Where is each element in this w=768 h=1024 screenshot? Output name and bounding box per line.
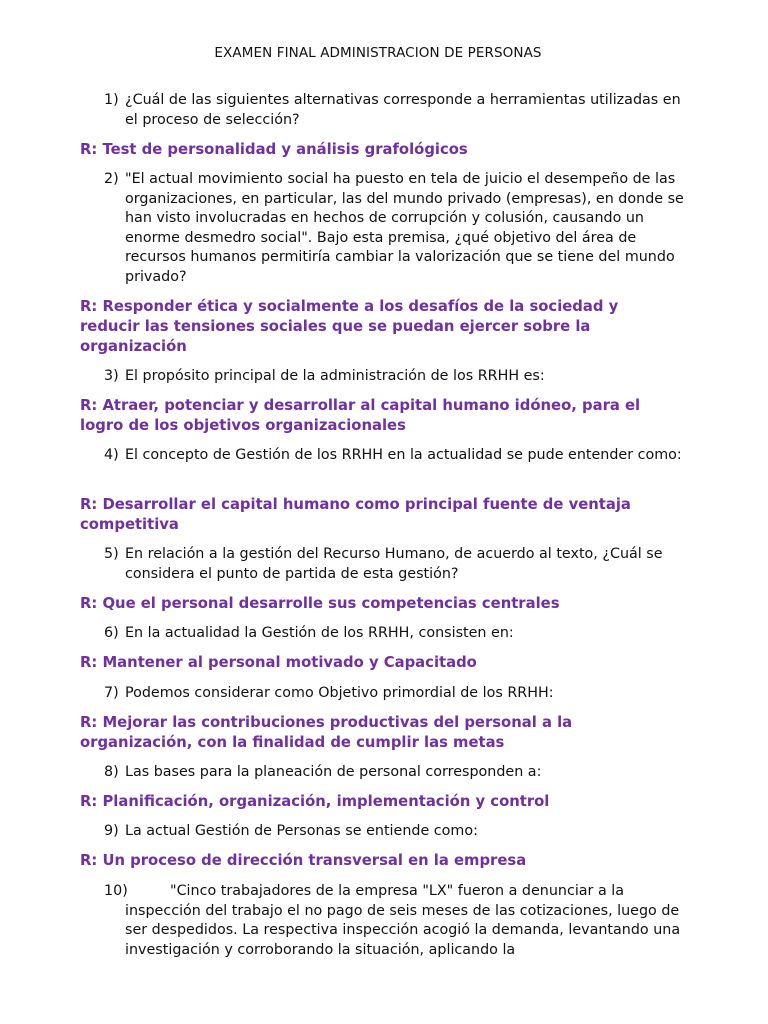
question-text: "El actual movimiento social ha puesto en tela de juicio el desempeño de las organizaciones, en particular, las del mundo privado (empresas), en donde se han visto involucradas en hechos de corrupción y colusión, causando un enorme desmedro social". Bajo esta premisa, ¿qué objetivo del área de recursos humanos permitiría cambiar la valorización que se tiene del mundo privado?	[125, 171, 684, 285]
question-text: En la actualidad la Gestión de los RRHH, consisten en:	[125, 625, 514, 641]
question-text: Podemos considerar como Objetivo primordial de los RRHH:	[125, 685, 554, 701]
question-number: 5)	[104, 546, 119, 562]
answer-9: R: Un proceso de dirección transversal en la empresa	[80, 852, 527, 869]
question-4	[104, 446, 684, 466]
question-2	[104, 170, 684, 288]
document-title: EXAMEN FINAL ADMINISTRACION DE PERSONAS	[214, 45, 542, 61]
question-5	[104, 545, 684, 584]
question-number: 3)	[104, 368, 119, 384]
question-number: 10)	[104, 883, 128, 899]
question-text: El concepto de Gestión de los RRHH en la actualidad se pude entender como:	[125, 447, 682, 463]
question-text: El propósito principal de la administración de los RRHH es:	[125, 368, 545, 384]
answer-1: R: Test de personalidad y análisis grafológicos	[80, 141, 468, 158]
question-number: 2)	[104, 171, 119, 187]
answer-6: R: Mantener al personal motivado y Capacitado	[80, 654, 477, 671]
question-number: 8)	[104, 764, 119, 780]
question-1	[104, 91, 684, 130]
question-number: 6)	[104, 625, 119, 641]
question-number: 1)	[104, 92, 119, 108]
answer-8: R: Planificación, organización, implementación y control	[80, 793, 550, 810]
question-9	[104, 822, 684, 842]
question-number: 4)	[104, 447, 119, 463]
question-3	[104, 367, 684, 387]
question-8	[104, 763, 684, 783]
answer-3: R: Atraer, potenciar y desarrollar al capital humano idóneo, para el logro de los objetivos organizacionales	[80, 397, 641, 434]
question-text: La actual Gestión de Personas se entiende como:	[125, 823, 478, 839]
answer-7: R: Mejorar las contribuciones productivas del personal a la organización, con la finalidad de cumplir las metas	[80, 714, 573, 751]
answer-4: R: Desarrollar el capital humano como principal fuente de ventaja competitiva	[80, 496, 631, 533]
question-7	[104, 684, 684, 704]
question-text: En relación a la gestión del Recurso Humano, de acuerdo al texto, ¿Cuál se considera el punto de partida de esta gestión?	[125, 546, 663, 582]
question-number: 9)	[104, 823, 119, 839]
question-text: "Cinco trabajadores de la empresa "LX" fueron a denunciar a la inspección del trabajo el no pago de seis meses de las cotizaciones, luego de ser despedidos. La respectiva inspección acogió la demanda, levantando una investigación y corroborando la situación, aplicando la	[125, 883, 681, 958]
question-6	[104, 624, 684, 644]
answer-2: R: Responder ética y socialmente a los desafíos de la sociedad y reducir las tensiones sociales que se puedan ejercer sobre la organización	[80, 298, 619, 355]
question-number: 7)	[104, 685, 119, 701]
question-10	[104, 882, 684, 960]
question-text: Las bases para la planeación de personal corresponden a:	[125, 764, 542, 780]
question-text: ¿Cuál de las siguientes alternativas corresponde a herramientas utilizadas en el proceso de selección?	[125, 92, 681, 128]
answer-5: R: Que el personal desarrolle sus competencias centrales	[80, 595, 560, 612]
